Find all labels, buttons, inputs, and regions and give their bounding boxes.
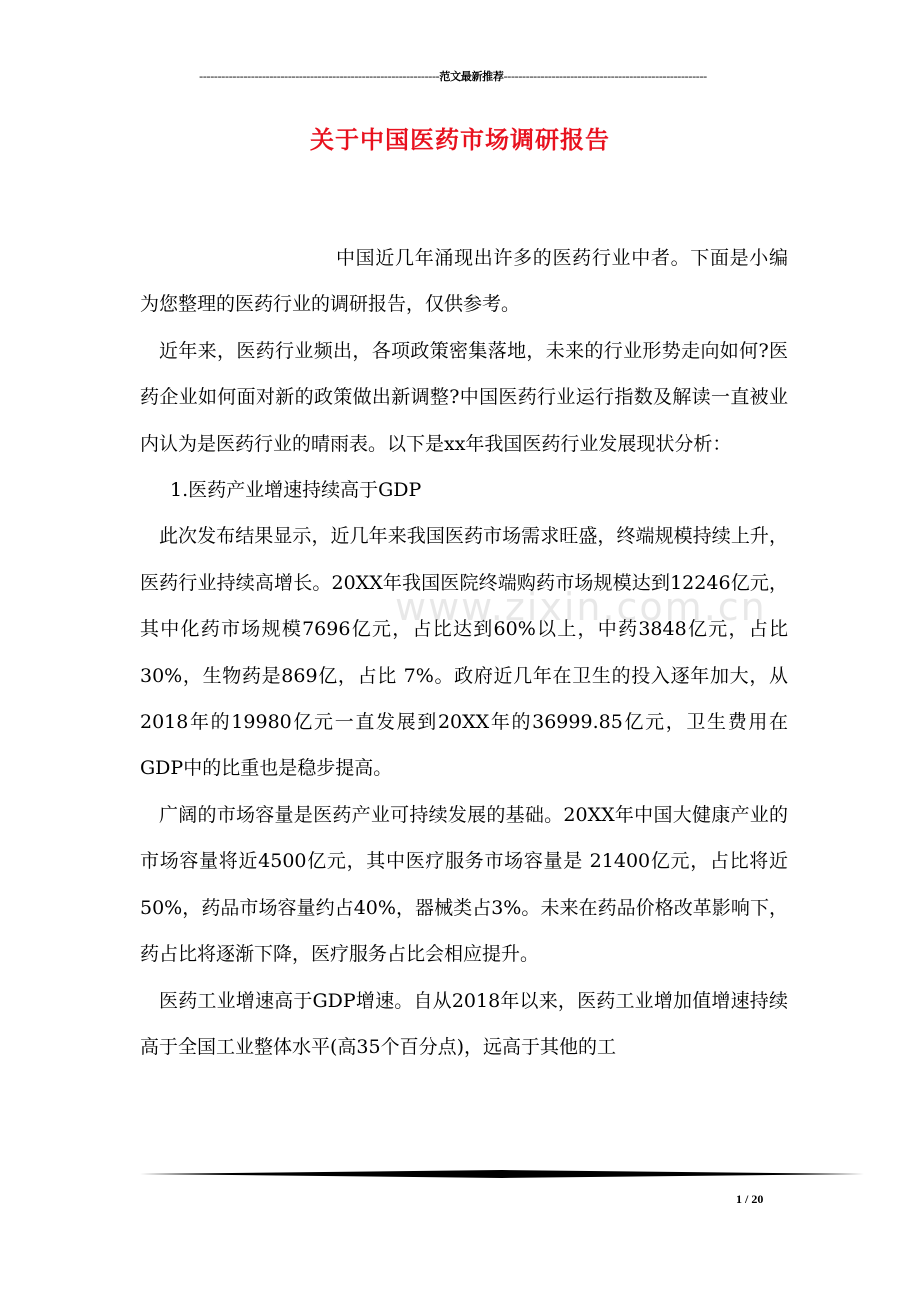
- body-paragraph: 医药工业增速高于GDP增速。自从2018年以来，医药工业增加值增速持续高于全国工业整体水平(高35个百分点)，远高于其他的工: [140, 989, 788, 1058]
- footer-rule: [140, 1170, 864, 1178]
- page-header: [138, 66, 768, 86]
- body-paragraph: 近年来，医药行业频出，各项政策密集落地，未来的行业形势走向如何?医药企业如何面对新的政策做出新调整?中国医药行业运行指数及解读一直被业内认为是医药行业的晴雨表。以下是xx年我国医药行业发展现状分析：: [140, 339, 788, 455]
- intro-paragraph: 中国近几年涌现出许多的医药行业中者。下面是小编为您整理的医药行业的调研报告，仅供参考。: [140, 247, 788, 316]
- header-dashes-left: -----------------------------------------------------------------: [199, 69, 440, 83]
- section-heading: 1.医药产业增速持续高于GDP: [170, 479, 422, 502]
- document-body: [140, 235, 788, 1070]
- header-dashes-right: -------------------------------------------------------: [503, 69, 707, 83]
- header-label: 范文最新推荐: [439, 70, 504, 83]
- document-title: 关于中国医药市场调研报告: [310, 126, 610, 154]
- watermark: www.zixin.com.cn: [395, 585, 767, 629]
- body-paragraph: 此次发布结果显示，近几年来我国医药市场需求旺盛，终端规模持续上升，医药行业持续高增长。20XX年我国医院终端购药市场规模达到12246亿元，其中化药市场规模7696亿元，占比达到60%以上，中药3848亿元，占比30%，生物药是869亿，占比 7%。政府近几年在卫生的投入逐年加大，从2018年的19980亿元一直发展到20XX年的36999.85亿元，卫生费用在GDP中的比重也是稳步提高。: [140, 525, 788, 780]
- body-paragraph: 广阔的市场容量是医药产业可持续发展的基础。20XX年中国大健康产业的市场容量将近4500亿元，其中医疗服务市场容量是 21400亿元，占比将近50%，药品市场容量约占40%，器械类占3%。未来在药品价格改革影响下，药占比将逐渐下降，医疗服务占比会相应提升。: [140, 803, 788, 966]
- page-number: 1 / 20: [736, 1192, 764, 1206]
